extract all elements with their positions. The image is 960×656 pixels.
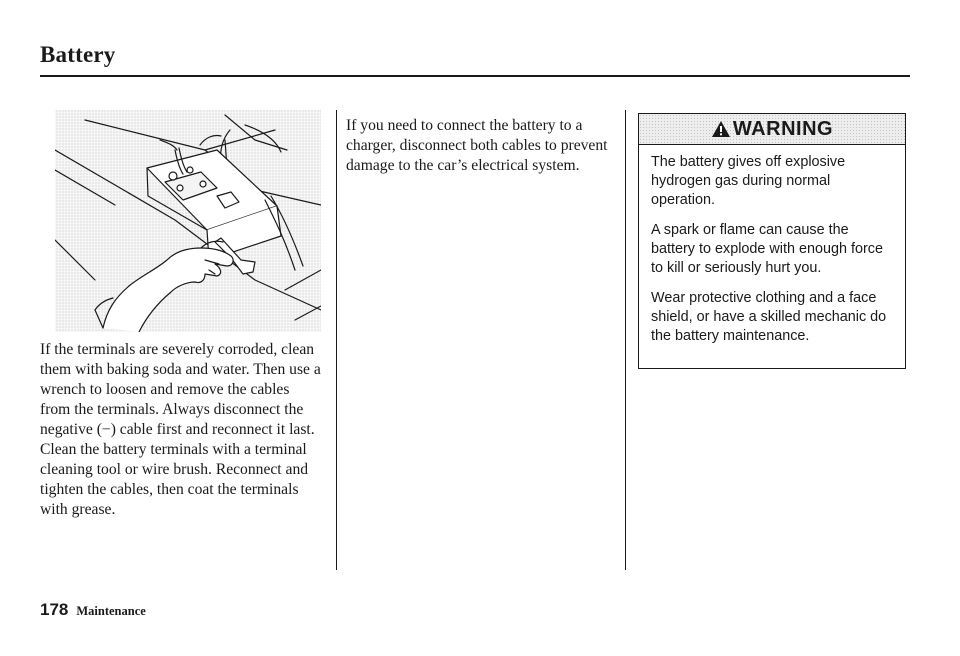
page-footer [40,600,146,620]
warning-paragraph: The battery gives off explosive hydrogen gas during normal operation. [651,154,846,208]
column-divider-left [336,110,337,570]
page-title: Battery [40,42,116,67]
warning-body [639,145,905,346]
page-number: 178 [40,600,69,619]
section-name: Maintenance [76,604,146,618]
warning-triangle-icon [711,120,731,138]
title-rule [40,75,910,77]
warning-paragraph: Wear protective clothing and a face shield, or have a skilled mechanic do the battery maintenance. [651,290,887,344]
left-column-paragraph: If the terminals are severely corroded, clean them with baking soda and water. Then use a wrench to loosen and remove the cables from the terminals. Always disconnect the negative (−) cable first and reconnect it last. Clean the battery terminals with a terminal cleaning tool or wire brush. Reconnect and tighten the cables, then coat the terminals with grease. [40,341,321,518]
battery-illustration [55,110,321,332]
middle-column-paragraph: If you need to connect the battery to a charger, disconnect both cables to prevent damage to the car’s electrical system. [346,117,608,174]
warning-header [639,114,905,145]
column-divider-right [625,110,626,570]
warning-label: WARNING [732,117,834,140]
warning-box [638,113,906,369]
warning-paragraph: A spark or flame can cause the battery to explode with enough force to kill or seriously hurt you. [651,222,883,276]
